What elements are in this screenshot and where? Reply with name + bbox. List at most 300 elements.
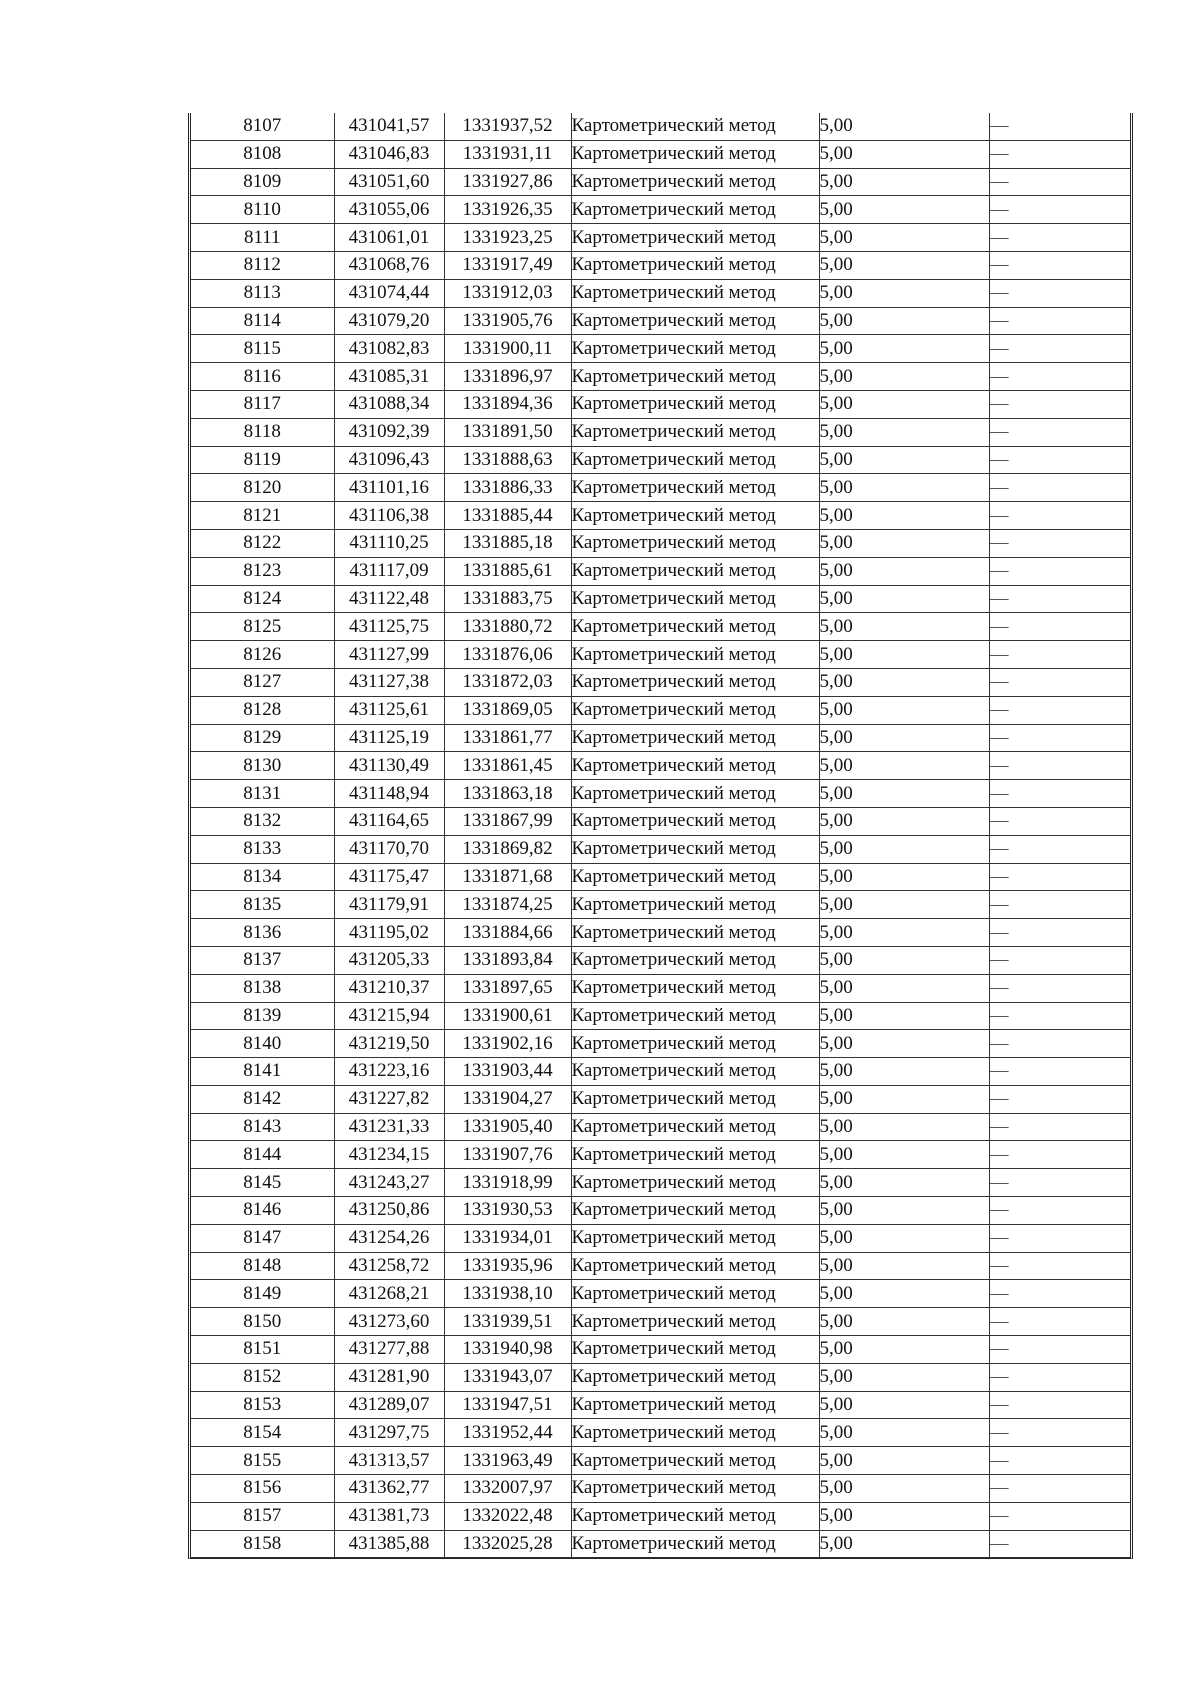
x-coordinate-cell: 431130,49 (334, 752, 444, 780)
point-number-cell: 8134 (191, 863, 334, 891)
method-cell: Картометрический метод (571, 696, 819, 724)
method-cell: Картометрический метод (571, 780, 819, 808)
x-coordinate-cell: 431046,83 (334, 140, 444, 168)
method-cell: Картометрический метод (571, 390, 819, 418)
description-cell: — (989, 113, 1130, 140)
accuracy-cell: 5,00 (819, 529, 989, 557)
x-coordinate-cell: 431082,83 (334, 335, 444, 363)
point-number-cell: 8151 (191, 1336, 334, 1364)
point-number-cell: 8140 (191, 1030, 334, 1058)
accuracy-cell: 5,00 (819, 1141, 989, 1169)
table-row (191, 641, 1130, 669)
accuracy-cell: 5,00 (819, 1419, 989, 1447)
y-coordinate-cell: 1331934,01 (444, 1224, 571, 1252)
accuracy-cell: 5,00 (819, 891, 989, 919)
point-number-cell: 8110 (191, 196, 334, 224)
description-cell: — (989, 1113, 1130, 1141)
accuracy-cell: 5,00 (819, 1113, 989, 1141)
method-cell: Картометрический метод (571, 1502, 819, 1530)
x-coordinate-cell: 431195,02 (334, 919, 444, 947)
table-row (191, 168, 1130, 196)
y-coordinate-cell: 1331900,61 (444, 1002, 571, 1030)
accuracy-cell: 5,00 (819, 224, 989, 252)
y-coordinate-cell: 1331912,03 (444, 279, 571, 307)
point-number-cell: 8123 (191, 557, 334, 585)
description-cell: — (989, 1502, 1130, 1530)
x-coordinate-cell: 431051,60 (334, 168, 444, 196)
method-cell: Картометрический метод (571, 585, 819, 613)
point-number-cell: 8130 (191, 752, 334, 780)
accuracy-cell: 5,00 (819, 1002, 989, 1030)
accuracy-cell: 5,00 (819, 1308, 989, 1336)
x-coordinate-cell: 431074,44 (334, 279, 444, 307)
y-coordinate-cell: 1331900,11 (444, 335, 571, 363)
description-cell: — (989, 1419, 1130, 1447)
accuracy-cell: 5,00 (819, 724, 989, 752)
description-cell: — (989, 307, 1130, 335)
point-number-cell: 8150 (191, 1308, 334, 1336)
table-row (191, 1169, 1130, 1197)
table-row (191, 1502, 1130, 1530)
description-cell: — (989, 1252, 1130, 1280)
method-cell: Картометрический метод (571, 196, 819, 224)
table-row (191, 335, 1130, 363)
y-coordinate-cell: 1331880,72 (444, 613, 571, 641)
description-cell: — (989, 224, 1130, 252)
method-cell: Картометрический метод (571, 641, 819, 669)
point-number-cell: 8113 (191, 279, 334, 307)
description-cell: — (989, 363, 1130, 391)
y-coordinate-cell: 1331872,03 (444, 668, 571, 696)
point-number-cell: 8118 (191, 418, 334, 446)
point-number-cell: 8156 (191, 1475, 334, 1503)
accuracy-cell: 5,00 (819, 1224, 989, 1252)
method-cell: Картометрический метод (571, 1475, 819, 1503)
table-row (191, 1197, 1130, 1225)
method-cell: Картометрический метод (571, 891, 819, 919)
method-cell: Картометрический метод (571, 1169, 819, 1197)
y-coordinate-cell: 1331940,98 (444, 1336, 571, 1364)
y-coordinate-cell: 1331869,05 (444, 696, 571, 724)
method-cell: Картометрический метод (571, 1363, 819, 1391)
description-cell: — (989, 529, 1130, 557)
description-cell: — (989, 279, 1130, 307)
point-number-cell: 8155 (191, 1447, 334, 1475)
accuracy-cell: 5,00 (819, 1502, 989, 1530)
method-cell: Картометрический метод (571, 1002, 819, 1030)
accuracy-cell: 5,00 (819, 1530, 989, 1558)
x-coordinate-cell: 431381,73 (334, 1502, 444, 1530)
x-coordinate-cell: 431281,90 (334, 1363, 444, 1391)
table-row (191, 1336, 1130, 1364)
y-coordinate-cell: 1331888,63 (444, 446, 571, 474)
description-cell: — (989, 251, 1130, 279)
table-row (191, 1085, 1130, 1113)
x-coordinate-cell: 431106,38 (334, 502, 444, 530)
method-cell: Картометрический метод (571, 668, 819, 696)
table-row (191, 1530, 1130, 1558)
x-coordinate-cell: 431175,47 (334, 863, 444, 891)
description-cell: — (989, 418, 1130, 446)
point-number-cell: 8127 (191, 668, 334, 696)
description-cell: — (989, 1085, 1130, 1113)
point-number-cell: 8114 (191, 307, 334, 335)
description-cell: — (989, 863, 1130, 891)
point-number-cell: 8144 (191, 1141, 334, 1169)
method-cell: Картометрический метод (571, 502, 819, 530)
x-coordinate-cell: 431254,26 (334, 1224, 444, 1252)
x-coordinate-cell: 431101,16 (334, 474, 444, 502)
y-coordinate-cell: 1331918,99 (444, 1169, 571, 1197)
x-coordinate-cell: 431227,82 (334, 1085, 444, 1113)
x-coordinate-cell: 431219,50 (334, 1030, 444, 1058)
description-cell: — (989, 807, 1130, 835)
x-coordinate-cell: 431289,07 (334, 1391, 444, 1419)
y-coordinate-cell: 1331904,27 (444, 1085, 571, 1113)
description-cell: — (989, 1030, 1130, 1058)
table-row (191, 279, 1130, 307)
description-cell: — (989, 1475, 1130, 1503)
method-cell: Картометрический метод (571, 168, 819, 196)
x-coordinate-cell: 431164,65 (334, 807, 444, 835)
y-coordinate-cell: 1332022,48 (444, 1502, 571, 1530)
point-number-cell: 8154 (191, 1419, 334, 1447)
y-coordinate-cell: 1331963,49 (444, 1447, 571, 1475)
accuracy-cell: 5,00 (819, 251, 989, 279)
description-cell: — (989, 1197, 1130, 1225)
table-row (191, 891, 1130, 919)
accuracy-cell: 5,00 (819, 363, 989, 391)
description-cell: — (989, 1058, 1130, 1086)
description-cell: — (989, 1363, 1130, 1391)
point-number-cell: 8122 (191, 529, 334, 557)
table-row (191, 807, 1130, 835)
description-cell: — (989, 1280, 1130, 1308)
point-number-cell: 8133 (191, 835, 334, 863)
y-coordinate-cell: 1331869,82 (444, 835, 571, 863)
method-cell: Картометрический метод (571, 1280, 819, 1308)
accuracy-cell: 5,00 (819, 502, 989, 530)
y-coordinate-cell: 1332007,97 (444, 1475, 571, 1503)
y-coordinate-cell: 1331938,10 (444, 1280, 571, 1308)
y-coordinate-cell: 1331917,49 (444, 251, 571, 279)
description-cell: — (989, 1391, 1130, 1419)
point-number-cell: 8147 (191, 1224, 334, 1252)
method-cell: Картометрический метод (571, 1308, 819, 1336)
table-row (191, 196, 1130, 224)
point-number-cell: 8116 (191, 363, 334, 391)
table-row (191, 974, 1130, 1002)
table-row (191, 1308, 1130, 1336)
y-coordinate-cell: 1331947,51 (444, 1391, 571, 1419)
y-coordinate-cell: 1331861,45 (444, 752, 571, 780)
x-coordinate-cell: 431273,60 (334, 1308, 444, 1336)
x-coordinate-cell: 431092,39 (334, 418, 444, 446)
method-cell: Картометрический метод (571, 1197, 819, 1225)
y-coordinate-cell: 1331891,50 (444, 418, 571, 446)
table-row (191, 363, 1130, 391)
method-cell: Картометрический метод (571, 446, 819, 474)
description-cell: — (989, 1447, 1130, 1475)
description-cell: — (989, 974, 1130, 1002)
table-row (191, 1475, 1130, 1503)
accuracy-cell: 5,00 (819, 1197, 989, 1225)
table-row (191, 390, 1130, 418)
description-cell: — (989, 613, 1130, 641)
table-row (191, 502, 1130, 530)
coordinates-table-body (191, 113, 1130, 1558)
description-cell: — (989, 891, 1130, 919)
table-row (191, 780, 1130, 808)
point-number-cell: 8145 (191, 1169, 334, 1197)
table-row (191, 585, 1130, 613)
accuracy-cell: 5,00 (819, 279, 989, 307)
table-row (191, 696, 1130, 724)
point-number-cell: 8157 (191, 1502, 334, 1530)
table-row (191, 724, 1130, 752)
point-number-cell: 8111 (191, 224, 334, 252)
y-coordinate-cell: 1331935,96 (444, 1252, 571, 1280)
x-coordinate-cell: 431088,34 (334, 390, 444, 418)
x-coordinate-cell: 431234,15 (334, 1141, 444, 1169)
point-number-cell: 8131 (191, 780, 334, 808)
description-cell: — (989, 446, 1130, 474)
x-coordinate-cell: 431068,76 (334, 251, 444, 279)
accuracy-cell: 5,00 (819, 696, 989, 724)
description-cell: — (989, 752, 1130, 780)
point-number-cell: 8132 (191, 807, 334, 835)
method-cell: Картометрический метод (571, 113, 819, 140)
y-coordinate-cell: 1331884,66 (444, 919, 571, 947)
point-number-cell: 8143 (191, 1113, 334, 1141)
accuracy-cell: 5,00 (819, 1085, 989, 1113)
method-cell: Картометрический метод (571, 307, 819, 335)
description-cell: — (989, 1224, 1130, 1252)
description-cell: — (989, 919, 1130, 947)
accuracy-cell: 5,00 (819, 946, 989, 974)
table-row (191, 1141, 1130, 1169)
description-cell: — (989, 168, 1130, 196)
y-coordinate-cell: 1331905,40 (444, 1113, 571, 1141)
table-row (191, 1447, 1130, 1475)
x-coordinate-cell: 431362,77 (334, 1475, 444, 1503)
description-cell: — (989, 1308, 1130, 1336)
table-row (191, 1030, 1130, 1058)
x-coordinate-cell: 431122,48 (334, 585, 444, 613)
point-number-cell: 8125 (191, 613, 334, 641)
x-coordinate-cell: 431096,43 (334, 446, 444, 474)
accuracy-cell: 5,00 (819, 418, 989, 446)
table-row (191, 668, 1130, 696)
point-number-cell: 8135 (191, 891, 334, 919)
description-cell: — (989, 390, 1130, 418)
y-coordinate-cell: 1331927,86 (444, 168, 571, 196)
description-cell: — (989, 502, 1130, 530)
x-coordinate-cell: 431179,91 (334, 891, 444, 919)
x-coordinate-cell: 431125,19 (334, 724, 444, 752)
method-cell: Картометрический метод (571, 863, 819, 891)
x-coordinate-cell: 431061,01 (334, 224, 444, 252)
method-cell: Картометрический метод (571, 529, 819, 557)
method-cell: Картометрический метод (571, 835, 819, 863)
x-coordinate-cell: 431385,88 (334, 1530, 444, 1558)
table-row (191, 557, 1130, 585)
y-coordinate-cell: 1331874,25 (444, 891, 571, 919)
x-coordinate-cell: 431250,86 (334, 1197, 444, 1225)
point-number-cell: 8137 (191, 946, 334, 974)
description-cell: — (989, 780, 1130, 808)
point-number-cell: 8152 (191, 1363, 334, 1391)
x-coordinate-cell: 431277,88 (334, 1336, 444, 1364)
method-cell: Картометрический метод (571, 1391, 819, 1419)
table-row (191, 1280, 1130, 1308)
table-row (191, 919, 1130, 947)
accuracy-cell: 5,00 (819, 1336, 989, 1364)
accuracy-cell: 5,00 (819, 919, 989, 947)
table-row (191, 835, 1130, 863)
y-coordinate-cell: 1331943,07 (444, 1363, 571, 1391)
description-cell: — (989, 724, 1130, 752)
y-coordinate-cell: 1331893,84 (444, 946, 571, 974)
description-cell: — (989, 668, 1130, 696)
point-number-cell: 8129 (191, 724, 334, 752)
table-row (191, 474, 1130, 502)
point-number-cell: 8153 (191, 1391, 334, 1419)
method-cell: Картометрический метод (571, 418, 819, 446)
point-number-cell: 8109 (191, 168, 334, 196)
table-row (191, 224, 1130, 252)
method-cell: Картометрический метод (571, 1224, 819, 1252)
point-number-cell: 8115 (191, 335, 334, 363)
x-coordinate-cell: 431268,21 (334, 1280, 444, 1308)
method-cell: Картометрический метод (571, 613, 819, 641)
y-coordinate-cell: 1331907,76 (444, 1141, 571, 1169)
y-coordinate-cell: 1331937,52 (444, 113, 571, 140)
table-row (191, 613, 1130, 641)
point-number-cell: 8124 (191, 585, 334, 613)
x-coordinate-cell: 431210,37 (334, 974, 444, 1002)
y-coordinate-cell: 1331863,18 (444, 780, 571, 808)
method-cell: Картометрический метод (571, 335, 819, 363)
description-cell: — (989, 946, 1130, 974)
x-coordinate-cell: 431127,38 (334, 668, 444, 696)
accuracy-cell: 5,00 (819, 1475, 989, 1503)
point-number-cell: 8126 (191, 641, 334, 669)
table-row (191, 1252, 1130, 1280)
y-coordinate-cell: 1331931,11 (444, 140, 571, 168)
y-coordinate-cell: 1331867,99 (444, 807, 571, 835)
description-cell: — (989, 140, 1130, 168)
description-cell: — (989, 557, 1130, 585)
y-coordinate-cell: 1331876,06 (444, 641, 571, 669)
accuracy-cell: 5,00 (819, 613, 989, 641)
accuracy-cell: 5,00 (819, 1391, 989, 1419)
x-coordinate-cell: 431085,31 (334, 363, 444, 391)
y-coordinate-cell: 1331861,77 (444, 724, 571, 752)
x-coordinate-cell: 431148,94 (334, 780, 444, 808)
y-coordinate-cell: 1331896,97 (444, 363, 571, 391)
table-row (191, 752, 1130, 780)
y-coordinate-cell: 1331939,51 (444, 1308, 571, 1336)
x-coordinate-cell: 431205,33 (334, 946, 444, 974)
x-coordinate-cell: 431127,99 (334, 641, 444, 669)
method-cell: Картометрический метод (571, 363, 819, 391)
point-number-cell: 8108 (191, 140, 334, 168)
point-number-cell: 8158 (191, 1530, 334, 1558)
table-row (191, 946, 1130, 974)
accuracy-cell: 5,00 (819, 196, 989, 224)
table-row (191, 1224, 1130, 1252)
method-cell: Картометрический метод (571, 1030, 819, 1058)
point-number-cell: 8128 (191, 696, 334, 724)
method-cell: Картометрический метод (571, 946, 819, 974)
description-cell: — (989, 1002, 1130, 1030)
y-coordinate-cell: 1331903,44 (444, 1058, 571, 1086)
y-coordinate-cell: 1331902,16 (444, 1030, 571, 1058)
accuracy-cell: 5,00 (819, 474, 989, 502)
method-cell: Картометрический метод (571, 1085, 819, 1113)
method-cell: Картометрический метод (571, 251, 819, 279)
y-coordinate-cell: 1331905,76 (444, 307, 571, 335)
accuracy-cell: 5,00 (819, 1030, 989, 1058)
accuracy-cell: 5,00 (819, 168, 989, 196)
table-row (191, 1058, 1130, 1086)
point-number-cell: 8136 (191, 919, 334, 947)
x-coordinate-cell: 431125,61 (334, 696, 444, 724)
accuracy-cell: 5,00 (819, 863, 989, 891)
method-cell: Картометрический метод (571, 974, 819, 1002)
y-coordinate-cell: 1331885,44 (444, 502, 571, 530)
x-coordinate-cell: 431041,57 (334, 113, 444, 140)
y-coordinate-cell: 1331930,53 (444, 1197, 571, 1225)
description-cell: — (989, 1169, 1130, 1197)
coordinates-table (191, 113, 1130, 1558)
accuracy-cell: 5,00 (819, 446, 989, 474)
x-coordinate-cell: 431110,25 (334, 529, 444, 557)
description-cell: — (989, 335, 1130, 363)
x-coordinate-cell: 431125,75 (334, 613, 444, 641)
method-cell: Картометрический метод (571, 1141, 819, 1169)
accuracy-cell: 5,00 (819, 1447, 989, 1475)
table-row (191, 307, 1130, 335)
accuracy-cell: 5,00 (819, 557, 989, 585)
description-cell: — (989, 1336, 1130, 1364)
point-number-cell: 8112 (191, 251, 334, 279)
point-number-cell: 8120 (191, 474, 334, 502)
point-number-cell: 8119 (191, 446, 334, 474)
method-cell: Картометрический метод (571, 1336, 819, 1364)
accuracy-cell: 5,00 (819, 390, 989, 418)
accuracy-cell: 5,00 (819, 641, 989, 669)
point-number-cell: 8139 (191, 1002, 334, 1030)
accuracy-cell: 5,00 (819, 307, 989, 335)
table-row (191, 446, 1130, 474)
point-number-cell: 8148 (191, 1252, 334, 1280)
point-number-cell: 8138 (191, 974, 334, 1002)
x-coordinate-cell: 431055,06 (334, 196, 444, 224)
accuracy-cell: 5,00 (819, 1363, 989, 1391)
x-coordinate-cell: 431215,94 (334, 1002, 444, 1030)
y-coordinate-cell: 1331886,33 (444, 474, 571, 502)
y-coordinate-cell: 1331871,68 (444, 863, 571, 891)
point-number-cell: 8142 (191, 1085, 334, 1113)
accuracy-cell: 5,00 (819, 113, 989, 140)
y-coordinate-cell: 1331952,44 (444, 1419, 571, 1447)
table-row (191, 1363, 1130, 1391)
x-coordinate-cell: 431243,27 (334, 1169, 444, 1197)
method-cell: Картометрический метод (571, 557, 819, 585)
accuracy-cell: 5,00 (819, 1252, 989, 1280)
